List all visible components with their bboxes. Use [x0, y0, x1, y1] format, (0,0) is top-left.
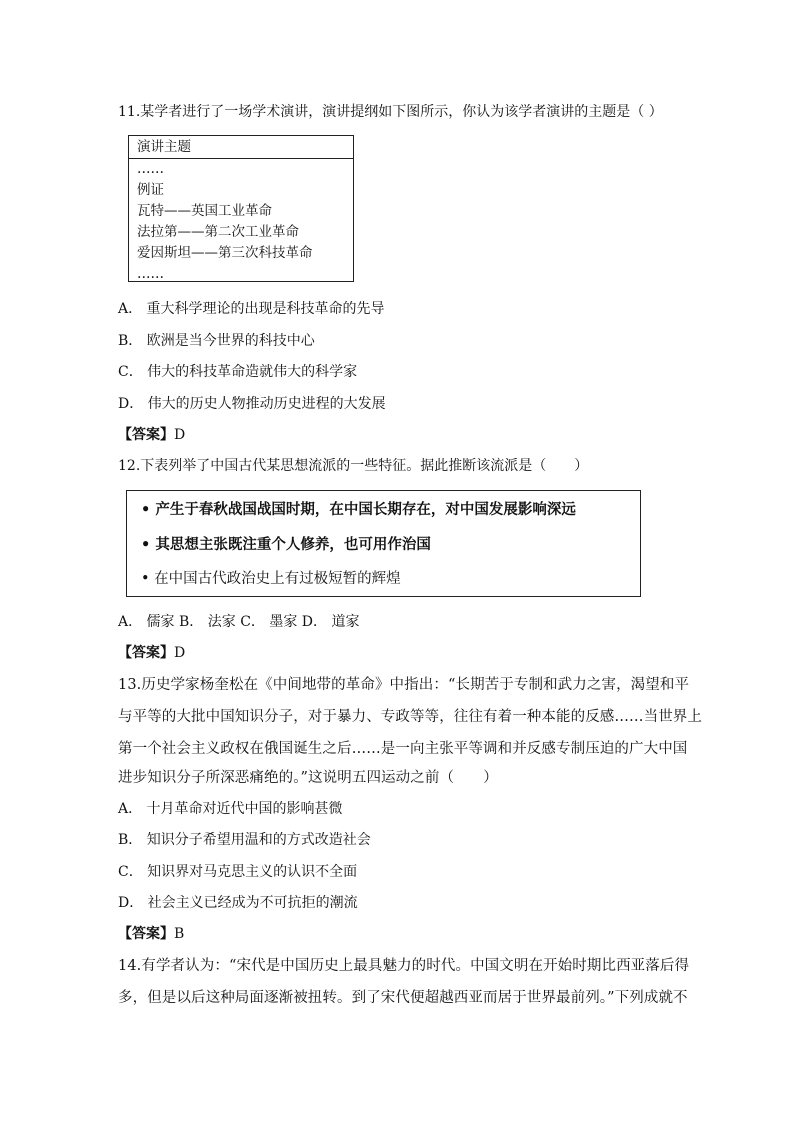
q11-table-row: 瓦特——英国工业革命	[137, 203, 272, 219]
q12-feature-table	[126, 490, 641, 597]
q13-option-d: D． 社会主义已经成为不可抗拒的潮流	[118, 895, 358, 911]
q13-option-a: A． 十月革命对近代中国的影响甚微	[118, 801, 343, 817]
q13-stem-line: 进步知识分子所深恶痛绝的。”这说明五四运动之前（ ）	[118, 770, 498, 786]
q14-stem-line: 多，但是以后这种局面逐渐被扭转。到了宋代便超越西亚而居于世界最前列。”下列成就不	[118, 990, 688, 1006]
q11-table-row: ……	[137, 161, 164, 177]
q11-table-row: 例证	[137, 182, 164, 198]
q12-feature: • 其思想主张既注重个人修养，也可用作治国	[141, 536, 431, 553]
q11-table-header: 演讲主题	[129, 136, 353, 159]
q11-outline-table	[128, 135, 354, 282]
q11-table-row: ……	[137, 266, 164, 282]
q11-option-c: C． 伟大的科技革命造就伟大的科学家	[118, 364, 358, 380]
q12-feature: • 在中国古代政治史上有过极短暂的辉煌	[141, 571, 401, 587]
q11-option-b: B． 欧洲是当今世界的科技中心	[118, 333, 315, 349]
answer-value: D	[174, 427, 186, 443]
q11-option-d: D． 伟大的历史人物推动历史进程的大发展	[118, 396, 386, 412]
q13-option-c: C． 知识界对马克思主义的认识不全面	[118, 864, 358, 880]
answer-label: 【答案】	[118, 645, 174, 661]
q14-stem-line: 14.有学者认为：“宋代是中国历史上最具魅力的时代。中国文明在开始时期比西亚落后得	[118, 958, 690, 974]
answer-label: 【答案】	[118, 427, 174, 443]
q13-stem-line: 与平等的大批中国知识分子，对于暴力、专政等等，往往有着一种本能的反感……当世界上	[118, 709, 702, 725]
q13-option-b: B． 知识分子希望用温和的方式改造社会	[118, 832, 371, 848]
answer-value: D	[174, 645, 186, 661]
q13-stem-line: 第一个社会主义政权在俄国诞生之后……是一向主张平等调和并反感专制压迫的广大中国	[118, 741, 688, 757]
q11-stem: 11.某学者进行了一场学术演讲，演讲提纲如下图所示，你认为该学者演讲的主题是（ ）	[118, 104, 663, 120]
q11-option-a: A． 重大科学理论的出现是科技革命的先导	[118, 301, 385, 317]
q13-stem-line: 13.历史学家杨奎松在《中间地带的革命》中指出：“长期苦于专制和武力之害，渴望和平	[118, 677, 690, 693]
q11-table-row: 爱因斯坦——第三次科技革命	[137, 245, 313, 261]
q12-options: A． 儒家 B． 法家 C． 墨家 D． 道家	[118, 614, 360, 630]
answer-value: B	[174, 926, 185, 942]
q11-answer	[118, 425, 185, 445]
q13-answer	[118, 924, 184, 944]
q12-answer	[118, 643, 185, 663]
answer-label: 【答案】	[118, 926, 174, 942]
q12-feature: • 产生于春秋战国战国时期，在中国长期存在，对中国发展影响深远	[141, 501, 576, 518]
q11-table-row: 法拉第——第二次工业革命	[137, 224, 299, 240]
q12-stem: 12.下表列举了中国古代某思想流派的一些特征。据此推断该流派是（ ）	[118, 458, 589, 474]
